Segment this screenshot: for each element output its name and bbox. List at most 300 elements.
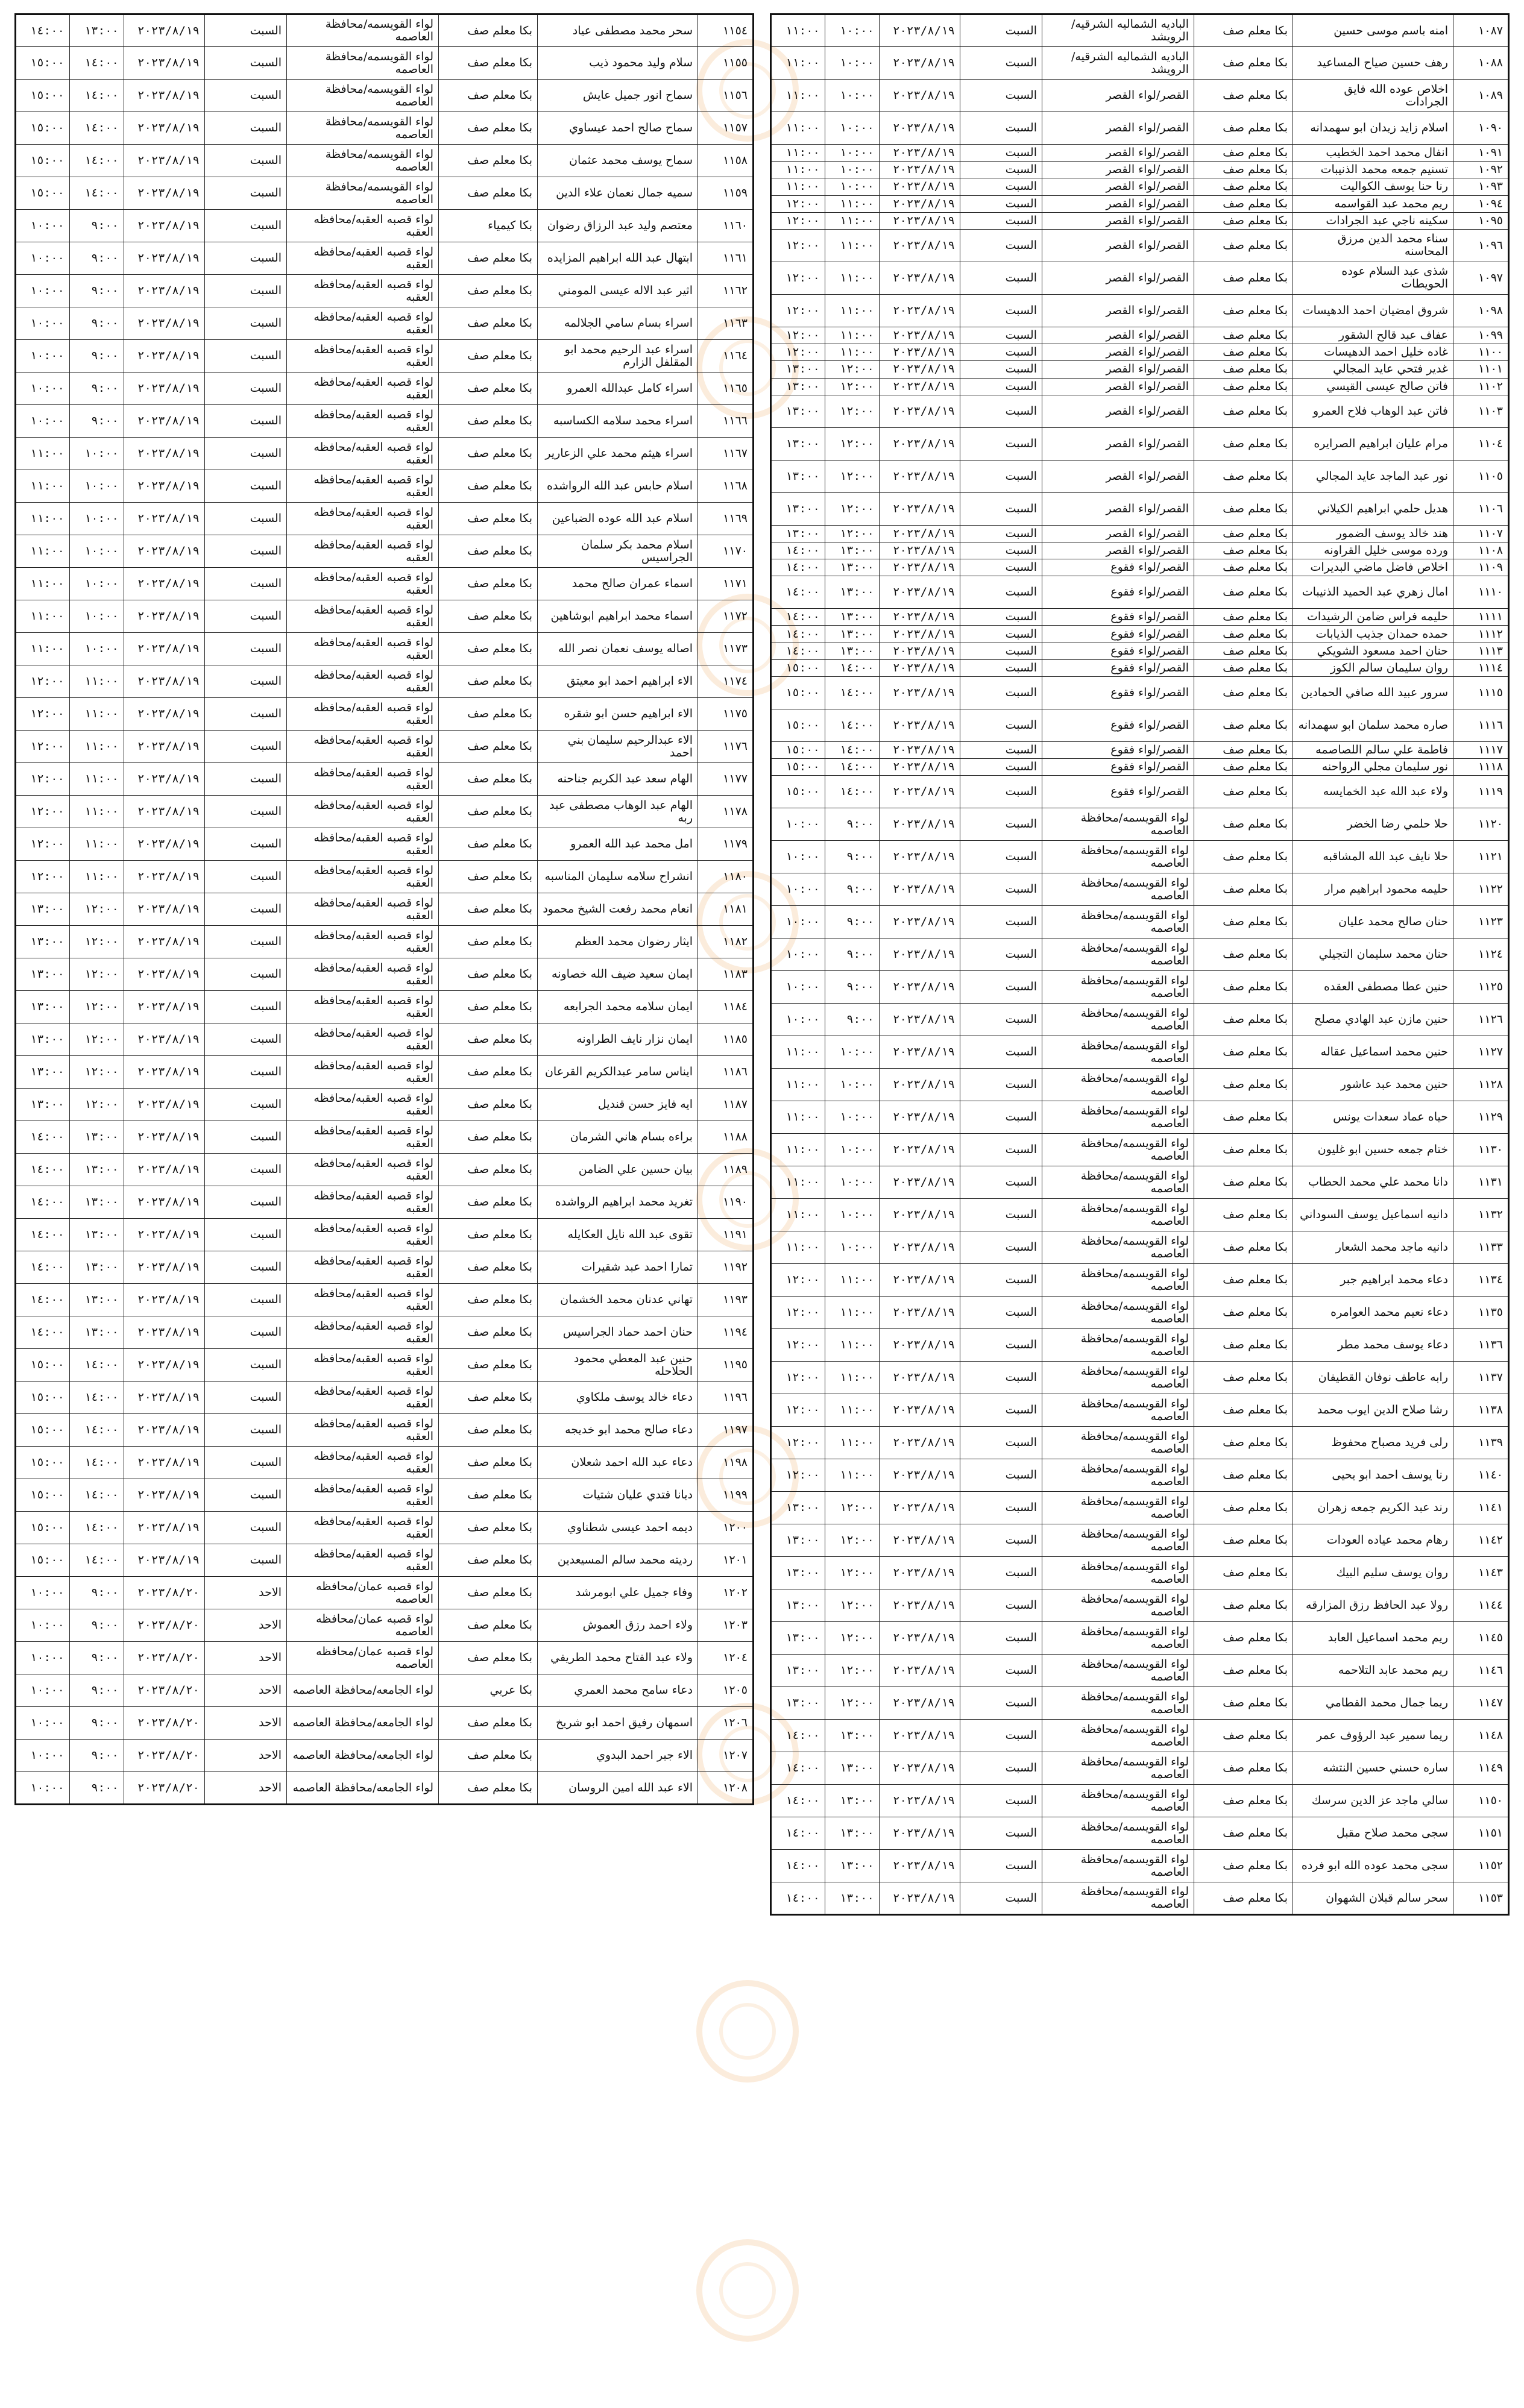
day-cell: السبت <box>205 1154 287 1186</box>
location-cell: القصر/لواء القصر <box>1042 344 1194 361</box>
date-cell: ٢٠٢٣/٨/١٩ <box>880 559 960 576</box>
seq-number-cell: ١١٢٤ <box>1453 938 1509 971</box>
end-time-cell: ١١:٠٠ <box>16 633 70 665</box>
table-row <box>771 162 1509 178</box>
date-cell: ٢٠٢٣/٨/١٩ <box>880 677 960 709</box>
date-cell: ٢٠٢٣/٨/١٩ <box>880 709 960 742</box>
day-cell: السبت <box>960 559 1042 576</box>
end-time-cell: ١٣:٠٠ <box>771 460 825 492</box>
start-time-cell: ١٣:٠٠ <box>70 1186 124 1219</box>
start-time-cell: ٩:٠٠ <box>70 1707 124 1740</box>
date-cell: ٢٠٢٣/٨/١٩ <box>880 1524 960 1557</box>
location-cell: لواء قصبه العقبه/محافظه العقبه <box>287 828 439 861</box>
location-cell: لواء القويسمه/محافظة العاصمه <box>1042 1004 1194 1036</box>
day-cell: السبت <box>205 275 287 307</box>
table-row <box>771 1004 1509 1036</box>
start-time-cell: ١١:٠٠ <box>70 828 124 861</box>
location-cell: القصر/لواء فقوع <box>1042 626 1194 643</box>
end-time-cell: ١١:٠٠ <box>16 600 70 633</box>
start-time-cell: ١٤:٠٠ <box>70 112 124 145</box>
candidate-name-cell: فاطمة علي سالم اللصاصمه <box>1293 742 1453 759</box>
roster-body-right <box>771 14 1509 1915</box>
start-time-cell: ١٢:٠٠ <box>70 1023 124 1056</box>
date-cell: ٢٠٢٣/٨/١٩ <box>124 893 205 926</box>
start-time-cell: ١١:٠٠ <box>825 1264 880 1297</box>
start-time-cell: ١٣:٠٠ <box>825 542 880 559</box>
candidate-name-cell: ورده موسى خليل القراونه <box>1293 542 1453 559</box>
end-time-cell: ١٣:٠٠ <box>771 395 825 427</box>
candidate-name-cell: دعاء خالد يوسف ملكاوي <box>538 1382 698 1414</box>
location-cell: القصر/لواء القصر <box>1042 327 1194 344</box>
specialization-cell: بكا معلم صف <box>1194 229 1293 262</box>
start-time-cell: ١٤:٠٠ <box>825 742 880 759</box>
candidate-name-cell: حلا حلمي رضا الخضر <box>1293 808 1453 841</box>
seq-number-cell: ١١٣٦ <box>1453 1329 1509 1362</box>
specialization-cell: بكا معلم صف <box>1194 559 1293 576</box>
location-cell: لواء القويسمه/محافظة العاصمه <box>1042 938 1194 971</box>
specialization-cell: بكا معلم صف <box>1194 1297 1293 1329</box>
table-row <box>16 1609 754 1642</box>
date-cell: ٢٠٢٣/٨/١٩ <box>880 742 960 759</box>
day-cell: السبت <box>205 796 287 828</box>
date-cell: ٢٠٢٣/٨/٢٠ <box>124 1707 205 1740</box>
day-cell: السبت <box>205 1251 287 1284</box>
location-cell: لواء القويسمه/محافظة العاصمه <box>1042 1362 1194 1394</box>
date-cell: ٢٠٢٣/٨/١٩ <box>124 1154 205 1186</box>
location-cell: لواء قصبه العقبه/محافظه العقبه <box>287 600 439 633</box>
location-cell: القصر/لواء فقوع <box>1042 776 1194 808</box>
specialization-cell: بكا معلم صف <box>439 1121 538 1154</box>
location-cell: لواء القويسمه/محافظة العاصمه <box>1042 808 1194 841</box>
seq-number-cell: ١١٣٨ <box>1453 1394 1509 1427</box>
date-cell: ٢٠٢٣/٨/١٩ <box>880 262 960 294</box>
specialization-cell: بكا معلم صف <box>439 665 538 698</box>
candidate-name-cell: اسمهان رفيق احمد ابو شريخ <box>538 1707 698 1740</box>
seq-number-cell: ١٠٩٩ <box>1453 327 1509 344</box>
date-cell: ٢٠٢٣/٨/٢٠ <box>124 1642 205 1674</box>
start-time-cell: ١٠:٠٠ <box>825 1231 880 1264</box>
seq-number-cell: ١١٨١ <box>698 893 754 926</box>
start-time-cell: ١٠:٠٠ <box>825 14 880 47</box>
date-cell: ٢٠٢٣/٨/١٩ <box>880 1199 960 1231</box>
candidate-name-cell: معتصم وليد عبد الرزاق رضوان <box>538 210 698 242</box>
specialization-cell: بكا معلم صف <box>1194 80 1293 112</box>
specialization-cell: بكا معلم صف <box>439 340 538 373</box>
seq-number-cell: ١٠٨٩ <box>1453 80 1509 112</box>
table-row <box>771 1589 1509 1622</box>
end-time-cell: ١٥:٠٠ <box>16 112 70 145</box>
start-time-cell: ١٤:٠٠ <box>70 177 124 210</box>
location-cell: لواء قصبه العقبه/محافظه العقبه <box>287 763 439 796</box>
start-time-cell: ٩:٠٠ <box>825 1004 880 1036</box>
end-time-cell: ١٥:٠٠ <box>771 759 825 776</box>
date-cell: ٢٠٢٣/٨/١٩ <box>880 145 960 162</box>
seq-number-cell: ١١١٩ <box>1453 776 1509 808</box>
candidate-name-cell: دعاء سامح محمد العمري <box>538 1674 698 1707</box>
date-cell: ٢٠٢٣/٨/١٩ <box>124 470 205 503</box>
start-time-cell: ٩:٠٠ <box>70 1674 124 1707</box>
start-time-cell: ١٣:٠٠ <box>825 643 880 659</box>
date-cell: ٢٠٢٣/٨/١٩ <box>124 1544 205 1577</box>
candidate-name-cell: ولاء عبد الله عبد الخمايسه <box>1293 776 1453 808</box>
location-cell: لواء القويسمه/محافظة العاصمه <box>1042 1427 1194 1459</box>
candidate-name-cell: ايمان سعيد ضيف الله خصاونه <box>538 958 698 991</box>
start-time-cell: ٩:٠٠ <box>70 373 124 405</box>
candidate-name-cell: ايمان نزار نايف الطراونه <box>538 1023 698 1056</box>
end-time-cell: ١٣:٠٠ <box>16 991 70 1023</box>
location-cell: لواء قصبه العقبه/محافظه العقبه <box>287 1251 439 1284</box>
seq-number-cell: ١١٦٥ <box>698 373 754 405</box>
location-cell: القصر/لواء فقوع <box>1042 609 1194 626</box>
day-cell: الاحد <box>205 1609 287 1642</box>
end-time-cell: ١٣:٠٠ <box>771 525 825 542</box>
candidate-name-cell: اسراء محمد سلامه الكساسبه <box>538 405 698 438</box>
specialization-cell: بكا معلم صف <box>439 958 538 991</box>
start-time-cell: ١٤:٠٠ <box>70 1512 124 1544</box>
date-cell: ٢٠٢٣/٨/١٩ <box>880 542 960 559</box>
date-cell: ٢٠٢٣/٨/١٩ <box>880 808 960 841</box>
specialization-cell: بكا معلم صف <box>1194 294 1293 327</box>
date-cell: ٢٠٢٣/٨/١٩ <box>880 80 960 112</box>
date-cell: ٢٠٢٣/٨/١٩ <box>124 796 205 828</box>
day-cell: السبت <box>960 14 1042 47</box>
day-cell: السبت <box>960 212 1042 229</box>
start-time-cell: ١٣:٠٠ <box>825 1817 880 1850</box>
end-time-cell: ١٢:٠٠ <box>16 731 70 763</box>
date-cell: ٢٠٢٣/٨/١٩ <box>880 178 960 195</box>
location-cell: لواء القويسمه/محافظة العاصمه <box>287 177 439 210</box>
table-row <box>771 1850 1509 1882</box>
specialization-cell: بكا معلم صف <box>1194 1687 1293 1720</box>
date-cell: ٢٠٢٣/٨/١٩ <box>124 242 205 275</box>
date-cell: ٢٠٢٣/٨/١٩ <box>880 525 960 542</box>
end-time-cell: ١٤:٠٠ <box>771 643 825 659</box>
candidate-name-cell: الاء ابراهيم حسن ابو شقره <box>538 698 698 731</box>
date-cell: ٢٠٢٣/٨/١٩ <box>880 1622 960 1655</box>
specialization-cell: بكا معلم صف <box>1194 808 1293 841</box>
location-cell: القصر/لواء القصر <box>1042 492 1194 525</box>
candidate-name-cell: دعاء يوسف محمد مطر <box>1293 1329 1453 1362</box>
day-cell: السبت <box>205 665 287 698</box>
seq-number-cell: ١٠٩٦ <box>1453 229 1509 262</box>
table-row <box>771 1427 1509 1459</box>
table-row <box>771 1199 1509 1231</box>
date-cell: ٢٠٢٣/٨/١٩ <box>880 1557 960 1589</box>
start-time-cell: ١٣:٠٠ <box>70 1251 124 1284</box>
specialization-cell: بكا معلم صف <box>439 177 538 210</box>
specialization-cell: بكا معلم صف <box>1194 1524 1293 1557</box>
start-time-cell: ١٠:٠٠ <box>825 47 880 80</box>
location-cell: لواء قصبه العقبه/محافظه العقبه <box>287 1479 439 1512</box>
date-cell: ٢٠٢٣/٨/٢٠ <box>124 1772 205 1805</box>
day-cell: السبت <box>960 643 1042 659</box>
day-cell: السبت <box>960 1589 1042 1622</box>
end-time-cell: ١١:٠٠ <box>16 535 70 568</box>
seq-number-cell: ١١٢٢ <box>1453 873 1509 906</box>
date-cell: ٢٠٢٣/٨/١٩ <box>880 759 960 776</box>
candidate-name-cell: عفاف عبد قالح الشقور <box>1293 327 1453 344</box>
day-cell: الاحد <box>205 1707 287 1740</box>
location-cell: القصر/لواء القصر <box>1042 361 1194 378</box>
specialization-cell: بكا معلم صف <box>1194 1850 1293 1882</box>
start-time-cell: ١١:٠٠ <box>825 262 880 294</box>
end-time-cell: ١٣:٠٠ <box>771 1557 825 1589</box>
date-cell: ٢٠٢٣/٨/١٩ <box>880 229 960 262</box>
table-row <box>771 344 1509 361</box>
table-row <box>771 1036 1509 1069</box>
seq-number-cell: ١١٠٦ <box>1453 492 1509 525</box>
end-time-cell: ١٣:٠٠ <box>771 1622 825 1655</box>
candidate-name-cell: ريم محمد عبد القواسمه <box>1293 195 1453 212</box>
day-cell: السبت <box>205 600 287 633</box>
date-cell: ٢٠٢٣/٨/١٩ <box>124 1479 205 1512</box>
seq-number-cell: ١١٨٢ <box>698 926 754 958</box>
location-cell: لواء قصبه العقبه/محافظه العقبه <box>287 991 439 1023</box>
start-time-cell: ٩:٠٠ <box>825 873 880 906</box>
location-cell: القصر/لواء فقوع <box>1042 709 1194 742</box>
candidate-name-cell: براءه بسام هاني الشرمان <box>538 1121 698 1154</box>
date-cell: ٢٠٢٣/٨/١٩ <box>880 1394 960 1427</box>
date-cell: ٢٠٢٣/٨/١٩ <box>880 1101 960 1134</box>
table-row <box>16 1577 754 1609</box>
specialization-cell: بكا معلم صف <box>1194 1199 1293 1231</box>
specialization-cell: بكا معلم صف <box>1194 178 1293 195</box>
end-time-cell: ١٠:٠٠ <box>16 1609 70 1642</box>
day-cell: السبت <box>960 1687 1042 1720</box>
day-cell: السبت <box>205 926 287 958</box>
day-cell: السبت <box>960 1199 1042 1231</box>
location-cell: القصر/لواء فقوع <box>1042 559 1194 576</box>
specialization-cell: بكا معلم صف <box>1194 212 1293 229</box>
table-row <box>16 796 754 828</box>
day-cell: السبت <box>960 1069 1042 1101</box>
specialization-cell: بكا معلم صف <box>439 242 538 275</box>
table-row <box>771 1101 1509 1134</box>
specialization-cell: بكا معلم صف <box>1194 525 1293 542</box>
location-cell: لواء قصبه العقبه/محافظه العقبه <box>287 1316 439 1349</box>
start-time-cell: ١١:٠٠ <box>825 229 880 262</box>
start-time-cell: ١٣:٠٠ <box>70 1316 124 1349</box>
location-cell: لواء قصبه العقبه/محافظه العقبه <box>287 958 439 991</box>
end-time-cell: ١٣:٠٠ <box>771 1687 825 1720</box>
candidate-name-cell: ريما جمال محمد القطامي <box>1293 1687 1453 1720</box>
date-cell: ٢٠٢٣/٨/١٩ <box>880 1004 960 1036</box>
start-time-cell: ١٠:٠٠ <box>825 80 880 112</box>
table-row <box>16 1772 754 1805</box>
end-time-cell: ١٣:٠٠ <box>16 1089 70 1121</box>
date-cell: ٢٠٢٣/٨/١٩ <box>880 643 960 659</box>
location-cell: لواء قصبه العقبه/محافظه العقبه <box>287 1089 439 1121</box>
specialization-cell: بكا معلم صف <box>439 1609 538 1642</box>
specialization-cell: بكا معلم صف <box>1194 971 1293 1004</box>
specialization-cell: بكا معلم صف <box>1194 1557 1293 1589</box>
candidate-name-cell: سماح صالح احمد عيساوي <box>538 112 698 145</box>
candidate-name-cell: دانا محمد علي محمد الحطاب <box>1293 1166 1453 1199</box>
start-time-cell: ٩:٠٠ <box>70 1642 124 1674</box>
start-time-cell: ١٠:٠٠ <box>70 470 124 503</box>
location-cell: القصر/لواء القصر <box>1042 229 1194 262</box>
specialization-cell: بكا معلم صف <box>1194 14 1293 47</box>
seq-number-cell: ١١١٨ <box>1453 759 1509 776</box>
start-time-cell: ٩:٠٠ <box>70 275 124 307</box>
location-cell: لواء قصبه عمان/محافظه العاصمه <box>287 1609 439 1642</box>
specialization-cell: بكا معلم صف <box>1194 1004 1293 1036</box>
end-time-cell: ١٢:٠٠ <box>771 195 825 212</box>
table-row <box>771 395 1509 427</box>
start-time-cell: ١٠:٠٠ <box>70 633 124 665</box>
date-cell: ٢٠٢٣/٨/١٩ <box>880 1264 960 1297</box>
specialization-cell: بكا معلم صف <box>1194 262 1293 294</box>
date-cell: ٢٠٢٣/٨/١٩ <box>124 80 205 112</box>
end-time-cell: ١٢:٠٠ <box>771 1459 825 1492</box>
date-cell: ٢٠٢٣/٨/١٩ <box>880 492 960 525</box>
candidate-name-cell: اصاله يوسف نعمان نصر الله <box>538 633 698 665</box>
specialization-cell: بكا معلم صف <box>439 1154 538 1186</box>
candidate-name-cell: ريم محمد اسماعيل العابد <box>1293 1622 1453 1655</box>
start-time-cell: ١٤:٠٠ <box>70 1447 124 1479</box>
location-cell: لواء القويسمه/محافظة العاصمه <box>1042 1199 1194 1231</box>
table-row <box>16 1316 754 1349</box>
candidate-name-cell: مرام عليان ابراهيم الصرايره <box>1293 427 1453 460</box>
start-time-cell: ١٤:٠٠ <box>70 1479 124 1512</box>
seq-number-cell: ١١٨٦ <box>698 1056 754 1089</box>
table-row <box>771 1557 1509 1589</box>
day-cell: السبت <box>960 344 1042 361</box>
day-cell: الاحد <box>205 1772 287 1805</box>
seq-number-cell: ١١٩٩ <box>698 1479 754 1512</box>
table-row <box>771 361 1509 378</box>
location-cell: لواء القويسمه/محافظة العاصمه <box>1042 1720 1194 1752</box>
day-cell: الاحد <box>205 1740 287 1772</box>
candidate-name-cell: اسراء هيثم محمد علي الزعارير <box>538 438 698 470</box>
table-row <box>771 1622 1509 1655</box>
candidate-name-cell: انعام محمد رفعت الشيخ محمود <box>538 893 698 926</box>
location-cell: لواء القويسمه/محافظة العاصمه <box>1042 1297 1194 1329</box>
specialization-cell: بكا معلم صف <box>439 861 538 893</box>
end-time-cell: ١٣:٠٠ <box>16 893 70 926</box>
date-cell: ٢٠٢٣/٨/١٩ <box>880 1036 960 1069</box>
specialization-cell: بكا معلم صف <box>1194 1882 1293 1915</box>
day-cell: السبت <box>205 828 287 861</box>
start-time-cell: ١٣:٠٠ <box>825 1752 880 1785</box>
location-cell: لواء قصبه العقبه/محافظه العقبه <box>287 568 439 600</box>
seq-number-cell: ١١٧٣ <box>698 633 754 665</box>
seq-number-cell: ١١٣٢ <box>1453 1199 1509 1231</box>
candidate-name-cell: حلا نايف عبد الله المشاقبه <box>1293 841 1453 873</box>
candidate-name-cell: اثير عبد الاله عيسى المومني <box>538 275 698 307</box>
candidate-name-cell: سحر محمد مصطفى عياد <box>538 14 698 47</box>
date-cell: ٢٠٢٣/٨/١٩ <box>880 395 960 427</box>
seq-number-cell: ١١٤٠ <box>1453 1459 1509 1492</box>
candidate-name-cell: اسلام عبد الله عوده الضباعين <box>538 503 698 535</box>
date-cell: ٢٠٢٣/٨/١٩ <box>880 938 960 971</box>
end-time-cell: ١٤:٠٠ <box>771 576 825 609</box>
location-cell: لواء قصبه العقبه/محافظه العقبه <box>287 1186 439 1219</box>
location-cell: القصر/لواء القصر <box>1042 178 1194 195</box>
start-time-cell: ٩:٠٠ <box>70 1609 124 1642</box>
date-cell: ٢٠٢٣/٨/١٩ <box>880 1752 960 1785</box>
candidate-name-cell: رلى فريد مصباح محفوظ <box>1293 1427 1453 1459</box>
location-cell: لواء قصبه العقبه/محافظه العقبه <box>287 470 439 503</box>
seq-number-cell: ١١٠٢ <box>1453 378 1509 395</box>
table-row <box>771 47 1509 80</box>
table-row <box>16 1707 754 1740</box>
table-row <box>771 1655 1509 1687</box>
seq-number-cell: ١١٠٧ <box>1453 525 1509 542</box>
start-time-cell: ١٠:٠٠ <box>825 1134 880 1166</box>
candidate-name-cell: رند عبد الكريم جمعه زهران <box>1293 1492 1453 1524</box>
table-row <box>771 742 1509 759</box>
seq-number-cell: ١١٧٧ <box>698 763 754 796</box>
day-cell: السبت <box>960 1655 1042 1687</box>
location-cell: لواء القويسمه/محافظة العاصمه <box>1042 971 1194 1004</box>
seq-number-cell: ١١٧٦ <box>698 731 754 763</box>
end-time-cell: ١٤:٠٠ <box>771 1785 825 1817</box>
day-cell: السبت <box>960 742 1042 759</box>
end-time-cell: ١١:٠٠ <box>16 568 70 600</box>
roster-table-right <box>770 13 1510 1916</box>
day-cell: السبت <box>960 1036 1042 1069</box>
table-row <box>771 873 1509 906</box>
start-time-cell: ١٣:٠٠ <box>825 609 880 626</box>
location-cell: لواء قصبه عمان/محافظه العاصمه <box>287 1577 439 1609</box>
date-cell: ٢٠٢٣/٨/١٩ <box>880 1817 960 1850</box>
candidate-name-cell: رهف حسين صياح المساعيد <box>1293 47 1453 80</box>
location-cell: الباديه الشماليه الشرقيه/ الرويشد <box>1042 47 1194 80</box>
day-cell: السبت <box>205 861 287 893</box>
start-time-cell: ١٤:٠٠ <box>70 80 124 112</box>
location-cell: لواء القويسمه/محافظة العاصمه <box>1042 1687 1194 1720</box>
candidate-name-cell: انشراح سلامه سليمان المناسبه <box>538 861 698 893</box>
day-cell: السبت <box>960 841 1042 873</box>
seq-number-cell: ١١١٤ <box>1453 659 1509 676</box>
seq-number-cell: ١١٦٩ <box>698 503 754 535</box>
location-cell: لواء قصبه العقبه/محافظه العقبه <box>287 1414 439 1447</box>
location-cell: القصر/لواء فقوع <box>1042 677 1194 709</box>
specialization-cell: بكا معلم صف <box>1194 145 1293 162</box>
day-cell: السبت <box>205 958 287 991</box>
end-time-cell: ١٤:٠٠ <box>771 542 825 559</box>
date-cell: ٢٠٢٣/٨/١٩ <box>880 1655 960 1687</box>
date-cell: ٢٠٢٣/٨/١٩ <box>124 1447 205 1479</box>
end-time-cell: ١٣:٠٠ <box>16 926 70 958</box>
seq-number-cell: ١١٨٩ <box>698 1154 754 1186</box>
location-cell: لواء القويسمه/محافظة العاصمه <box>287 112 439 145</box>
end-time-cell: ١٠:٠٠ <box>16 1674 70 1707</box>
date-cell: ٢٠٢٣/٨/١٩ <box>124 568 205 600</box>
location-cell: لواء قصبه العقبه/محافظه العقبه <box>287 1154 439 1186</box>
candidate-name-cell: الاء عبدالرحيم سليمان بني احمد <box>538 731 698 763</box>
day-cell: السبت <box>205 210 287 242</box>
table-row <box>16 1674 754 1707</box>
end-time-cell: ١٢:٠٠ <box>771 1394 825 1427</box>
end-time-cell: ١٢:٠٠ <box>16 861 70 893</box>
candidate-name-cell: سميه جمال نعمان علاء الدين <box>538 177 698 210</box>
date-cell: ٢٠٢٣/٨/١٩ <box>124 438 205 470</box>
start-time-cell: ١٢:٠٠ <box>70 1089 124 1121</box>
end-time-cell: ١٥:٠٠ <box>16 1479 70 1512</box>
seq-number-cell: ١٠٨٨ <box>1453 47 1509 80</box>
start-time-cell: ١٢:٠٠ <box>825 1589 880 1622</box>
location-cell: لواء قصبه العقبه/محافظه العقبه <box>287 1349 439 1382</box>
end-time-cell: ١٢:٠٠ <box>771 1329 825 1362</box>
candidate-name-cell: سالي ماجد عز الدين سرسك <box>1293 1785 1453 1817</box>
seq-number-cell: ١١٨٧ <box>698 1089 754 1121</box>
location-cell: القصر/لواء القصر <box>1042 542 1194 559</box>
date-cell: ٢٠٢٣/٨/١٩ <box>124 373 205 405</box>
table-row <box>16 600 754 633</box>
start-time-cell: ١٠:٠٠ <box>825 178 880 195</box>
